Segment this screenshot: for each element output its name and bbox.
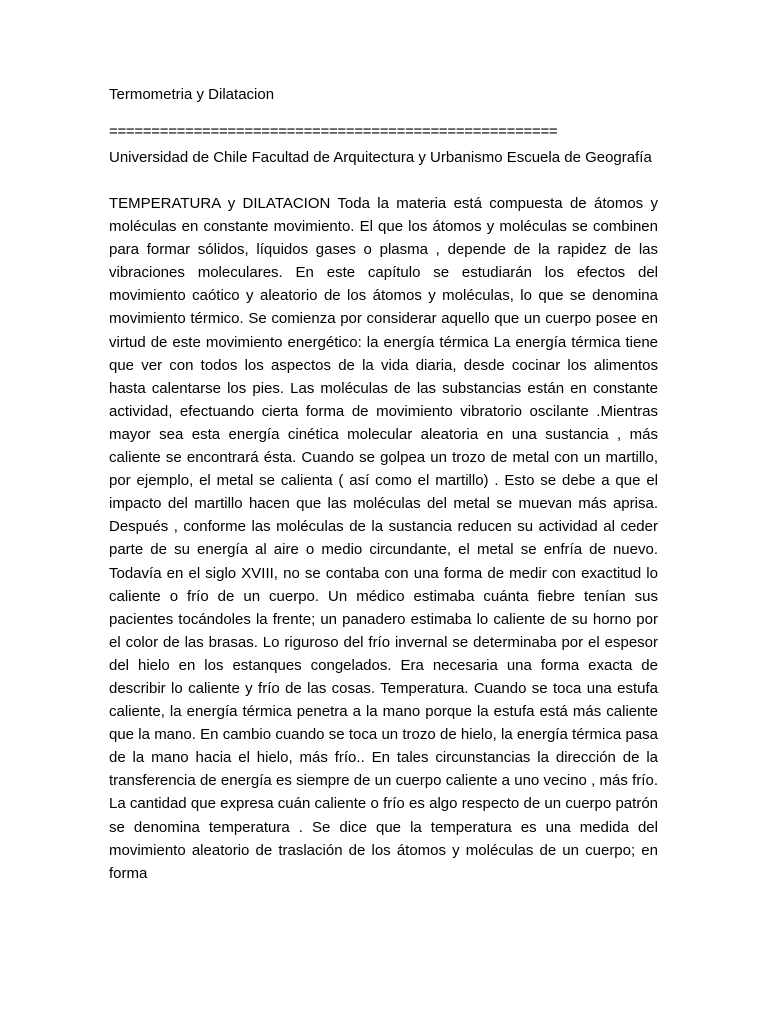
document-content — [109, 83, 658, 885]
institution-heading: Universidad de Chile Facultad de Arquitectura y Urbanismo Escuela de Geografía — [109, 149, 652, 166]
body-paragraph: TEMPERATURA y DILATACION Toda la materia está compuesta de átomos y moléculas en constante movimiento. El que los átomos y moléculas se combinen para formar sólidos, líquidos gases o plasma , depende de la rapidez de las vibraciones moleculares. En este capítulo se estudiarán los efectos del movimiento caótico y aleatorio de los átomos y moléculas, lo que se denomina movimiento térmico. Se comienza por considerar aquello que un cuerpo posee en virtud de este movimiento energético: la energía térmica La energía térmica tiene que ver con todos los aspectos de la vida diaria, desde cocinar los alimentos hasta calentarse los pies. Las moléculas de las substancias están en constante actividad, efectuando cierta forma de movimiento vibratorio oscilante .Mientras mayor sea esta energía cinética molecular aleatoria en una sustancia , más caliente se encontrará ésta. Cuando se golpea un trozo de metal con un martillo, por ejemplo, el metal se calienta ( así como el martillo) . Esto se debe a que el impacto del martillo hacen que las moléculas del metal se muevan más aprisa. Después , conforme las moléculas de la sustancia reducen su actividad al ceder parte de su energía al aire o medio circundante, el metal se enfría de nuevo. Todavía en el siglo XVIII, no se contaba con una forma de medir con exactitud lo caliente o frío de un cuerpo. Un médico estimaba cuánta fiebre tenían sus pacientes tocándoles la frente; un panadero estimaba lo caliente de su horno por el color de las brasas. Lo riguroso del frío invernal se determinaba por el espesor del hielo en los estanques congelados. Era necesaria una forma exacta de describir lo caliente y frío de las cosas. Temperatura. Cuando se toca una estufa caliente, la energía térmica penetra a la mano porque la estufa está más caliente que la mano. En cambio cuando se toca un trozo de hielo, la energía térmica pasa de la mano hacia el hielo, más frío.. En tales circunstancias la dirección de la transferencia de energía es siempre de un cuerpo caliente a uno vecino , más frío. La cantidad que expresa cuán caliente o frío es algo respecto de un cuerpo patrón se denomina temperatura . Se dice que la temperatura es una medida del movimiento aleatorio de traslación de los átomos y moléculas de un cuerpo; en forma — [109, 195, 658, 882]
separator-line: ===================================================== — [109, 123, 558, 140]
document-title: Termometria y Dilatacion — [109, 86, 275, 103]
